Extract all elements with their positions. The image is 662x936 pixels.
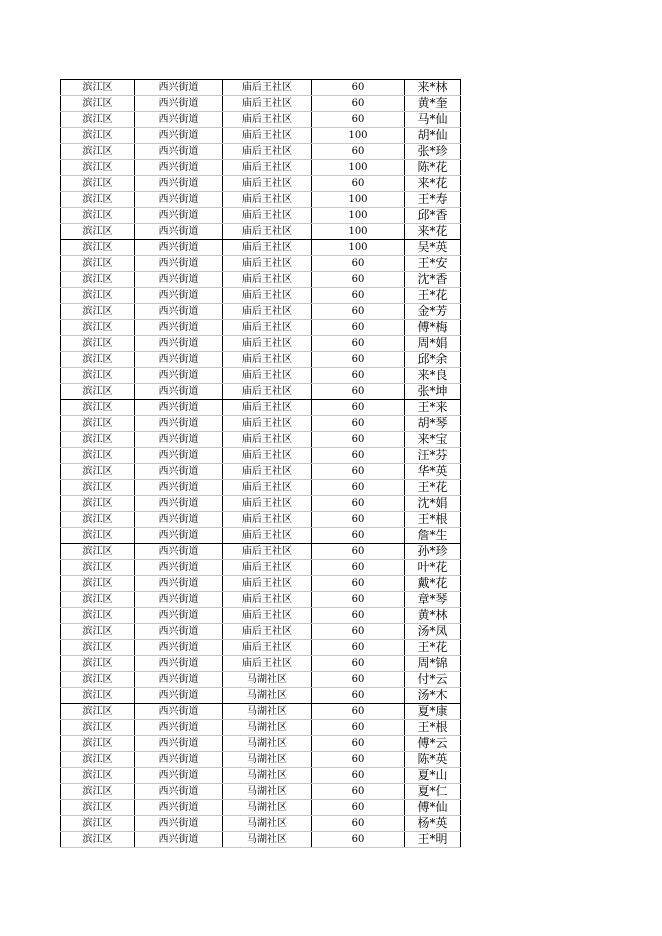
district-cell[interactable]: 滨江区 — [61, 688, 135, 704]
name-cell[interactable]: 王*花 — [405, 640, 461, 656]
name-cell[interactable]: 马*仙 — [405, 112, 461, 128]
street-cell[interactable]: 西兴街道 — [135, 800, 223, 816]
district-cell[interactable]: 滨江区 — [61, 480, 135, 496]
community-cell[interactable]: 马湖社区 — [223, 816, 312, 832]
table-row — [61, 128, 461, 144]
name-cell[interactable]: 陈*花 — [405, 160, 461, 176]
name-cell[interactable]: 孙*珍 — [405, 544, 461, 560]
amount-cell[interactable]: 60 — [312, 384, 405, 400]
spreadsheet-table — [60, 79, 461, 848]
table-row — [61, 800, 461, 816]
street-cell[interactable]: 西兴街道 — [135, 144, 223, 160]
name-cell[interactable]: 王*寿 — [405, 192, 461, 208]
community-cell[interactable]: 庙后王社区 — [223, 352, 312, 368]
name-cell[interactable]: 夏*仁 — [405, 784, 461, 800]
table-row — [61, 448, 461, 464]
district-cell[interactable]: 滨江区 — [61, 496, 135, 512]
street-cell[interactable]: 西兴街道 — [135, 352, 223, 368]
community-cell[interactable]: 庙后王社区 — [223, 80, 312, 96]
table-row — [61, 576, 461, 592]
amount-cell[interactable]: 100 — [312, 224, 405, 240]
name-cell[interactable]: 周*娟 — [405, 336, 461, 352]
district-cell[interactable]: 滨江区 — [61, 400, 135, 416]
street-cell[interactable]: 西兴街道 — [135, 192, 223, 208]
community-cell[interactable]: 庙后王社区 — [223, 400, 312, 416]
name-cell[interactable]: 来*花 — [405, 176, 461, 192]
street-cell[interactable]: 西兴街道 — [135, 176, 223, 192]
name-cell[interactable]: 华*英 — [405, 464, 461, 480]
street-cell[interactable]: 西兴街道 — [135, 640, 223, 656]
district-cell[interactable]: 滨江区 — [61, 816, 135, 832]
amount-cell[interactable]: 60 — [312, 768, 405, 784]
name-cell[interactable]: 王*花 — [405, 288, 461, 304]
amount-cell[interactable]: 60 — [312, 576, 405, 592]
amount-cell[interactable]: 60 — [312, 400, 405, 416]
name-cell[interactable]: 汤*凤 — [405, 624, 461, 640]
name-cell[interactable]: 王*安 — [405, 256, 461, 272]
table-row — [61, 304, 461, 320]
community-cell[interactable]: 庙后王社区 — [223, 464, 312, 480]
community-cell[interactable]: 庙后王社区 — [223, 528, 312, 544]
district-cell[interactable]: 滨江区 — [61, 656, 135, 672]
name-cell[interactable]: 张*珍 — [405, 144, 461, 160]
community-cell[interactable]: 庙后王社区 — [223, 592, 312, 608]
district-cell[interactable]: 滨江区 — [61, 512, 135, 528]
community-cell[interactable]: 庙后王社区 — [223, 640, 312, 656]
amount-cell[interactable]: 100 — [312, 192, 405, 208]
name-cell[interactable]: 沈*香 — [405, 272, 461, 288]
table-row — [61, 624, 461, 640]
amount-cell[interactable]: 100 — [312, 208, 405, 224]
street-cell[interactable]: 西兴街道 — [135, 96, 223, 112]
street-cell[interactable]: 西兴街道 — [135, 160, 223, 176]
table-row — [61, 544, 461, 560]
street-cell[interactable]: 西兴街道 — [135, 432, 223, 448]
street-cell[interactable]: 西兴街道 — [135, 240, 223, 256]
community-cell[interactable]: 庙后王社区 — [223, 112, 312, 128]
amount-cell[interactable]: 100 — [312, 240, 405, 256]
street-cell[interactable]: 西兴街道 — [135, 496, 223, 512]
street-cell[interactable]: 西兴街道 — [135, 832, 223, 848]
street-cell[interactable]: 西兴街道 — [135, 624, 223, 640]
community-cell[interactable]: 马湖社区 — [223, 768, 312, 784]
table-row — [61, 256, 461, 272]
name-cell[interactable]: 王*明 — [405, 832, 461, 848]
table-row — [61, 320, 461, 336]
community-cell[interactable]: 庙后王社区 — [223, 176, 312, 192]
street-cell[interactable]: 西兴街道 — [135, 208, 223, 224]
amount-cell[interactable]: 60 — [312, 368, 405, 384]
table-row — [61, 608, 461, 624]
street-cell[interactable]: 西兴街道 — [135, 256, 223, 272]
table-row — [61, 336, 461, 352]
street-cell[interactable]: 西兴街道 — [135, 128, 223, 144]
name-cell[interactable]: 夏*山 — [405, 768, 461, 784]
district-cell[interactable]: 滨江区 — [61, 736, 135, 752]
street-cell[interactable]: 西兴街道 — [135, 480, 223, 496]
amount-cell[interactable]: 60 — [312, 832, 405, 848]
district-cell[interactable]: 滨江区 — [61, 416, 135, 432]
table-row — [61, 784, 461, 800]
community-cell[interactable]: 庙后王社区 — [223, 160, 312, 176]
amount-cell[interactable]: 60 — [312, 144, 405, 160]
name-cell[interactable]: 来*花 — [405, 224, 461, 240]
table-row — [61, 480, 461, 496]
district-cell[interactable]: 滨江区 — [61, 336, 135, 352]
table-row — [61, 672, 461, 688]
amount-cell[interactable]: 60 — [312, 464, 405, 480]
community-cell[interactable]: 庙后王社区 — [223, 288, 312, 304]
amount-cell[interactable]: 100 — [312, 160, 405, 176]
district-cell[interactable]: 滨江区 — [61, 432, 135, 448]
table-row — [61, 512, 461, 528]
community-cell[interactable]: 马湖社区 — [223, 736, 312, 752]
table-row — [61, 752, 461, 768]
street-cell[interactable]: 西兴街道 — [135, 656, 223, 672]
amount-cell[interactable]: 60 — [312, 640, 405, 656]
district-cell[interactable]: 滨江区 — [61, 720, 135, 736]
street-cell[interactable]: 西兴街道 — [135, 320, 223, 336]
district-cell[interactable]: 滨江区 — [61, 160, 135, 176]
district-cell[interactable]: 滨江区 — [61, 272, 135, 288]
table-row — [61, 80, 461, 96]
community-cell[interactable]: 马湖社区 — [223, 672, 312, 688]
street-cell[interactable]: 西兴街道 — [135, 672, 223, 688]
name-cell[interactable]: 金*芳 — [405, 304, 461, 320]
amount-cell[interactable]: 60 — [312, 688, 405, 704]
table-row — [61, 160, 461, 176]
district-cell[interactable]: 滨江区 — [61, 256, 135, 272]
district-cell[interactable]: 滨江区 — [61, 144, 135, 160]
community-cell[interactable]: 庙后王社区 — [223, 128, 312, 144]
street-cell[interactable]: 西兴街道 — [135, 560, 223, 576]
amount-cell[interactable]: 60 — [312, 112, 405, 128]
name-cell[interactable]: 来*宝 — [405, 432, 461, 448]
name-cell[interactable]: 傅*云 — [405, 736, 461, 752]
table-row — [61, 368, 461, 384]
amount-cell[interactable]: 60 — [312, 448, 405, 464]
community-cell[interactable]: 庙后王社区 — [223, 432, 312, 448]
community-cell[interactable]: 马湖社区 — [223, 720, 312, 736]
community-cell[interactable]: 庙后王社区 — [223, 224, 312, 240]
name-cell[interactable]: 付*云 — [405, 672, 461, 688]
community-cell[interactable]: 庙后王社区 — [223, 144, 312, 160]
amount-cell[interactable]: 60 — [312, 592, 405, 608]
name-cell[interactable]: 傅*仙 — [405, 800, 461, 816]
district-cell[interactable]: 滨江区 — [61, 704, 135, 720]
amount-cell[interactable]: 60 — [312, 800, 405, 816]
community-cell[interactable]: 庙后王社区 — [223, 368, 312, 384]
name-cell[interactable]: 戴*花 — [405, 576, 461, 592]
table-row — [61, 224, 461, 240]
table-row — [61, 272, 461, 288]
street-cell[interactable]: 西兴街道 — [135, 592, 223, 608]
district-cell[interactable]: 滨江区 — [61, 176, 135, 192]
district-cell[interactable]: 滨江区 — [61, 464, 135, 480]
community-cell[interactable]: 庙后王社区 — [223, 496, 312, 512]
district-cell[interactable]: 滨江区 — [61, 320, 135, 336]
name-cell[interactable]: 来*良 — [405, 368, 461, 384]
community-cell[interactable]: 庙后王社区 — [223, 480, 312, 496]
table-row — [61, 96, 461, 112]
street-cell[interactable]: 西兴街道 — [135, 736, 223, 752]
community-cell[interactable]: 马湖社区 — [223, 752, 312, 768]
community-cell[interactable]: 庙后王社区 — [223, 240, 312, 256]
district-cell[interactable]: 滨江区 — [61, 560, 135, 576]
district-cell[interactable]: 滨江区 — [61, 752, 135, 768]
table-row — [61, 688, 461, 704]
street-cell[interactable]: 西兴街道 — [135, 464, 223, 480]
table-row — [61, 384, 461, 400]
street-cell[interactable]: 西兴街道 — [135, 288, 223, 304]
name-cell[interactable]: 章*琴 — [405, 592, 461, 608]
amount-cell[interactable]: 60 — [312, 816, 405, 832]
table-row — [61, 656, 461, 672]
name-cell[interactable]: 王*来 — [405, 400, 461, 416]
amount-cell[interactable]: 60 — [312, 416, 405, 432]
district-cell[interactable]: 滨江区 — [61, 304, 135, 320]
name-cell[interactable]: 陈*英 — [405, 752, 461, 768]
amount-cell[interactable]: 60 — [312, 256, 405, 272]
street-cell[interactable]: 西兴街道 — [135, 720, 223, 736]
amount-cell[interactable]: 60 — [312, 704, 405, 720]
district-cell[interactable]: 滨江区 — [61, 112, 135, 128]
amount-cell[interactable]: 60 — [312, 320, 405, 336]
table-row — [61, 464, 461, 480]
street-cell[interactable]: 西兴街道 — [135, 688, 223, 704]
name-cell[interactable]: 杨*英 — [405, 816, 461, 832]
amount-cell[interactable]: 60 — [312, 656, 405, 672]
district-cell[interactable]: 滨江区 — [61, 544, 135, 560]
community-cell[interactable]: 庙后王社区 — [223, 208, 312, 224]
amount-cell[interactable]: 60 — [312, 752, 405, 768]
amount-cell[interactable]: 60 — [312, 544, 405, 560]
amount-cell[interactable]: 60 — [312, 560, 405, 576]
name-cell[interactable]: 汪*芬 — [405, 448, 461, 464]
district-cell[interactable]: 滨江区 — [61, 128, 135, 144]
street-cell[interactable]: 西兴街道 — [135, 384, 223, 400]
district-cell[interactable]: 滨江区 — [61, 384, 135, 400]
street-cell[interactable]: 西兴街道 — [135, 512, 223, 528]
table-row — [61, 832, 461, 848]
amount-cell[interactable]: 60 — [312, 784, 405, 800]
street-cell[interactable]: 西兴街道 — [135, 576, 223, 592]
amount-cell[interactable]: 60 — [312, 176, 405, 192]
district-cell[interactable]: 滨江区 — [61, 208, 135, 224]
name-cell[interactable]: 吴*英 — [405, 240, 461, 256]
name-cell[interactable]: 傅*梅 — [405, 320, 461, 336]
name-cell[interactable]: 邱*香 — [405, 208, 461, 224]
table-row — [61, 640, 461, 656]
table-row — [61, 432, 461, 448]
amount-cell[interactable]: 60 — [312, 736, 405, 752]
community-cell[interactable]: 庙后王社区 — [223, 304, 312, 320]
community-cell[interactable]: 庙后王社区 — [223, 320, 312, 336]
street-cell[interactable]: 西兴街道 — [135, 768, 223, 784]
community-cell[interactable]: 庙后王社区 — [223, 656, 312, 672]
table-row — [61, 704, 461, 720]
amount-cell[interactable]: 60 — [312, 304, 405, 320]
amount-cell[interactable]: 60 — [312, 624, 405, 640]
amount-cell[interactable]: 100 — [312, 128, 405, 144]
district-cell[interactable]: 滨江区 — [61, 96, 135, 112]
name-cell[interactable]: 胡*琴 — [405, 416, 461, 432]
table-row — [61, 720, 461, 736]
table-row — [61, 112, 461, 128]
district-cell[interactable]: 滨江区 — [61, 192, 135, 208]
district-cell[interactable]: 滨江区 — [61, 784, 135, 800]
community-cell[interactable]: 庙后王社区 — [223, 336, 312, 352]
district-cell[interactable]: 滨江区 — [61, 768, 135, 784]
table-row — [61, 768, 461, 784]
table-row — [61, 352, 461, 368]
amount-cell[interactable]: 60 — [312, 512, 405, 528]
community-cell[interactable]: 马湖社区 — [223, 784, 312, 800]
table-row — [61, 192, 461, 208]
street-cell[interactable]: 西兴街道 — [135, 752, 223, 768]
street-cell[interactable]: 西兴街道 — [135, 784, 223, 800]
amount-cell[interactable]: 60 — [312, 672, 405, 688]
table-row — [61, 592, 461, 608]
name-cell[interactable]: 张*坤 — [405, 384, 461, 400]
amount-cell[interactable]: 60 — [312, 528, 405, 544]
amount-cell[interactable]: 60 — [312, 96, 405, 112]
table-row — [61, 288, 461, 304]
district-cell[interactable]: 滨江区 — [61, 224, 135, 240]
community-cell[interactable]: 庙后王社区 — [223, 256, 312, 272]
community-cell[interactable]: 马湖社区 — [223, 832, 312, 848]
amount-cell[interactable]: 60 — [312, 272, 405, 288]
district-cell[interactable]: 滨江区 — [61, 80, 135, 96]
name-cell[interactable]: 汤*木 — [405, 688, 461, 704]
name-cell[interactable]: 黄*林 — [405, 608, 461, 624]
street-cell[interactable]: 西兴街道 — [135, 80, 223, 96]
street-cell[interactable]: 西兴街道 — [135, 448, 223, 464]
street-cell[interactable]: 西兴街道 — [135, 704, 223, 720]
name-cell[interactable]: 王*根 — [405, 512, 461, 528]
district-cell[interactable]: 滨江区 — [61, 832, 135, 848]
community-cell[interactable]: 庙后王社区 — [223, 96, 312, 112]
amount-cell[interactable]: 60 — [312, 80, 405, 96]
community-cell[interactable]: 庙后王社区 — [223, 384, 312, 400]
district-cell[interactable]: 滨江区 — [61, 368, 135, 384]
table-body — [61, 80, 461, 848]
table-row — [61, 144, 461, 160]
community-cell[interactable]: 庙后王社区 — [223, 544, 312, 560]
street-cell[interactable]: 西兴街道 — [135, 272, 223, 288]
table-row — [61, 416, 461, 432]
district-cell[interactable]: 滨江区 — [61, 448, 135, 464]
name-cell[interactable]: 沈*娟 — [405, 496, 461, 512]
table-row — [61, 176, 461, 192]
street-cell[interactable]: 西兴街道 — [135, 112, 223, 128]
community-cell[interactable]: 庙后王社区 — [223, 608, 312, 624]
street-cell[interactable]: 西兴街道 — [135, 816, 223, 832]
amount-cell[interactable]: 60 — [312, 496, 405, 512]
name-cell[interactable]: 周*锦 — [405, 656, 461, 672]
district-cell[interactable]: 滨江区 — [61, 576, 135, 592]
street-cell[interactable]: 西兴街道 — [135, 224, 223, 240]
amount-cell[interactable]: 60 — [312, 336, 405, 352]
street-cell[interactable]: 西兴街道 — [135, 528, 223, 544]
district-cell[interactable]: 滨江区 — [61, 800, 135, 816]
district-cell[interactable]: 滨江区 — [61, 624, 135, 640]
district-cell[interactable]: 滨江区 — [61, 528, 135, 544]
community-cell[interactable]: 庙后王社区 — [223, 416, 312, 432]
community-cell[interactable]: 庙后王社区 — [223, 448, 312, 464]
community-cell[interactable]: 庙后王社区 — [223, 576, 312, 592]
amount-cell[interactable]: 60 — [312, 480, 405, 496]
amount-cell[interactable]: 60 — [312, 288, 405, 304]
district-cell[interactable]: 滨江区 — [61, 672, 135, 688]
name-cell[interactable]: 黄*奎 — [405, 96, 461, 112]
street-cell[interactable]: 西兴街道 — [135, 304, 223, 320]
table-row — [61, 560, 461, 576]
street-cell[interactable]: 西兴街道 — [135, 400, 223, 416]
street-cell[interactable]: 西兴街道 — [135, 416, 223, 432]
name-cell[interactable]: 胡*仙 — [405, 128, 461, 144]
table-row — [61, 400, 461, 416]
community-cell[interactable]: 庙后王社区 — [223, 192, 312, 208]
amount-cell[interactable]: 60 — [312, 608, 405, 624]
name-cell[interactable]: 邱*余 — [405, 352, 461, 368]
street-cell[interactable]: 西兴街道 — [135, 544, 223, 560]
community-cell[interactable]: 庙后王社区 — [223, 272, 312, 288]
district-cell[interactable]: 滨江区 — [61, 288, 135, 304]
district-cell[interactable]: 滨江区 — [61, 640, 135, 656]
street-cell[interactable]: 西兴街道 — [135, 336, 223, 352]
name-cell[interactable]: 来*林 — [405, 80, 461, 96]
community-cell[interactable]: 马湖社区 — [223, 800, 312, 816]
table-row — [61, 736, 461, 752]
table-row — [61, 208, 461, 224]
name-cell[interactable]: 夏*康 — [405, 704, 461, 720]
table-row — [61, 816, 461, 832]
street-cell[interactable]: 西兴街道 — [135, 368, 223, 384]
community-cell[interactable]: 庙后王社区 — [223, 624, 312, 640]
district-cell[interactable]: 滨江区 — [61, 240, 135, 256]
district-cell[interactable]: 滨江区 — [61, 608, 135, 624]
name-cell[interactable]: 王*根 — [405, 720, 461, 736]
district-cell[interactable]: 滨江区 — [61, 352, 135, 368]
amount-cell[interactable]: 60 — [312, 352, 405, 368]
community-cell[interactable]: 庙后王社区 — [223, 512, 312, 528]
amount-cell[interactable]: 60 — [312, 432, 405, 448]
street-cell[interactable]: 西兴街道 — [135, 608, 223, 624]
table-row — [61, 240, 461, 256]
table-row — [61, 496, 461, 512]
name-cell[interactable]: 叶*花 — [405, 560, 461, 576]
community-cell[interactable]: 马湖社区 — [223, 688, 312, 704]
community-cell[interactable]: 庙后王社区 — [223, 560, 312, 576]
district-cell[interactable]: 滨江区 — [61, 592, 135, 608]
community-cell[interactable]: 马湖社区 — [223, 704, 312, 720]
amount-cell[interactable]: 60 — [312, 720, 405, 736]
table-row — [61, 528, 461, 544]
name-cell[interactable]: 詹*生 — [405, 528, 461, 544]
name-cell[interactable]: 王*花 — [405, 480, 461, 496]
